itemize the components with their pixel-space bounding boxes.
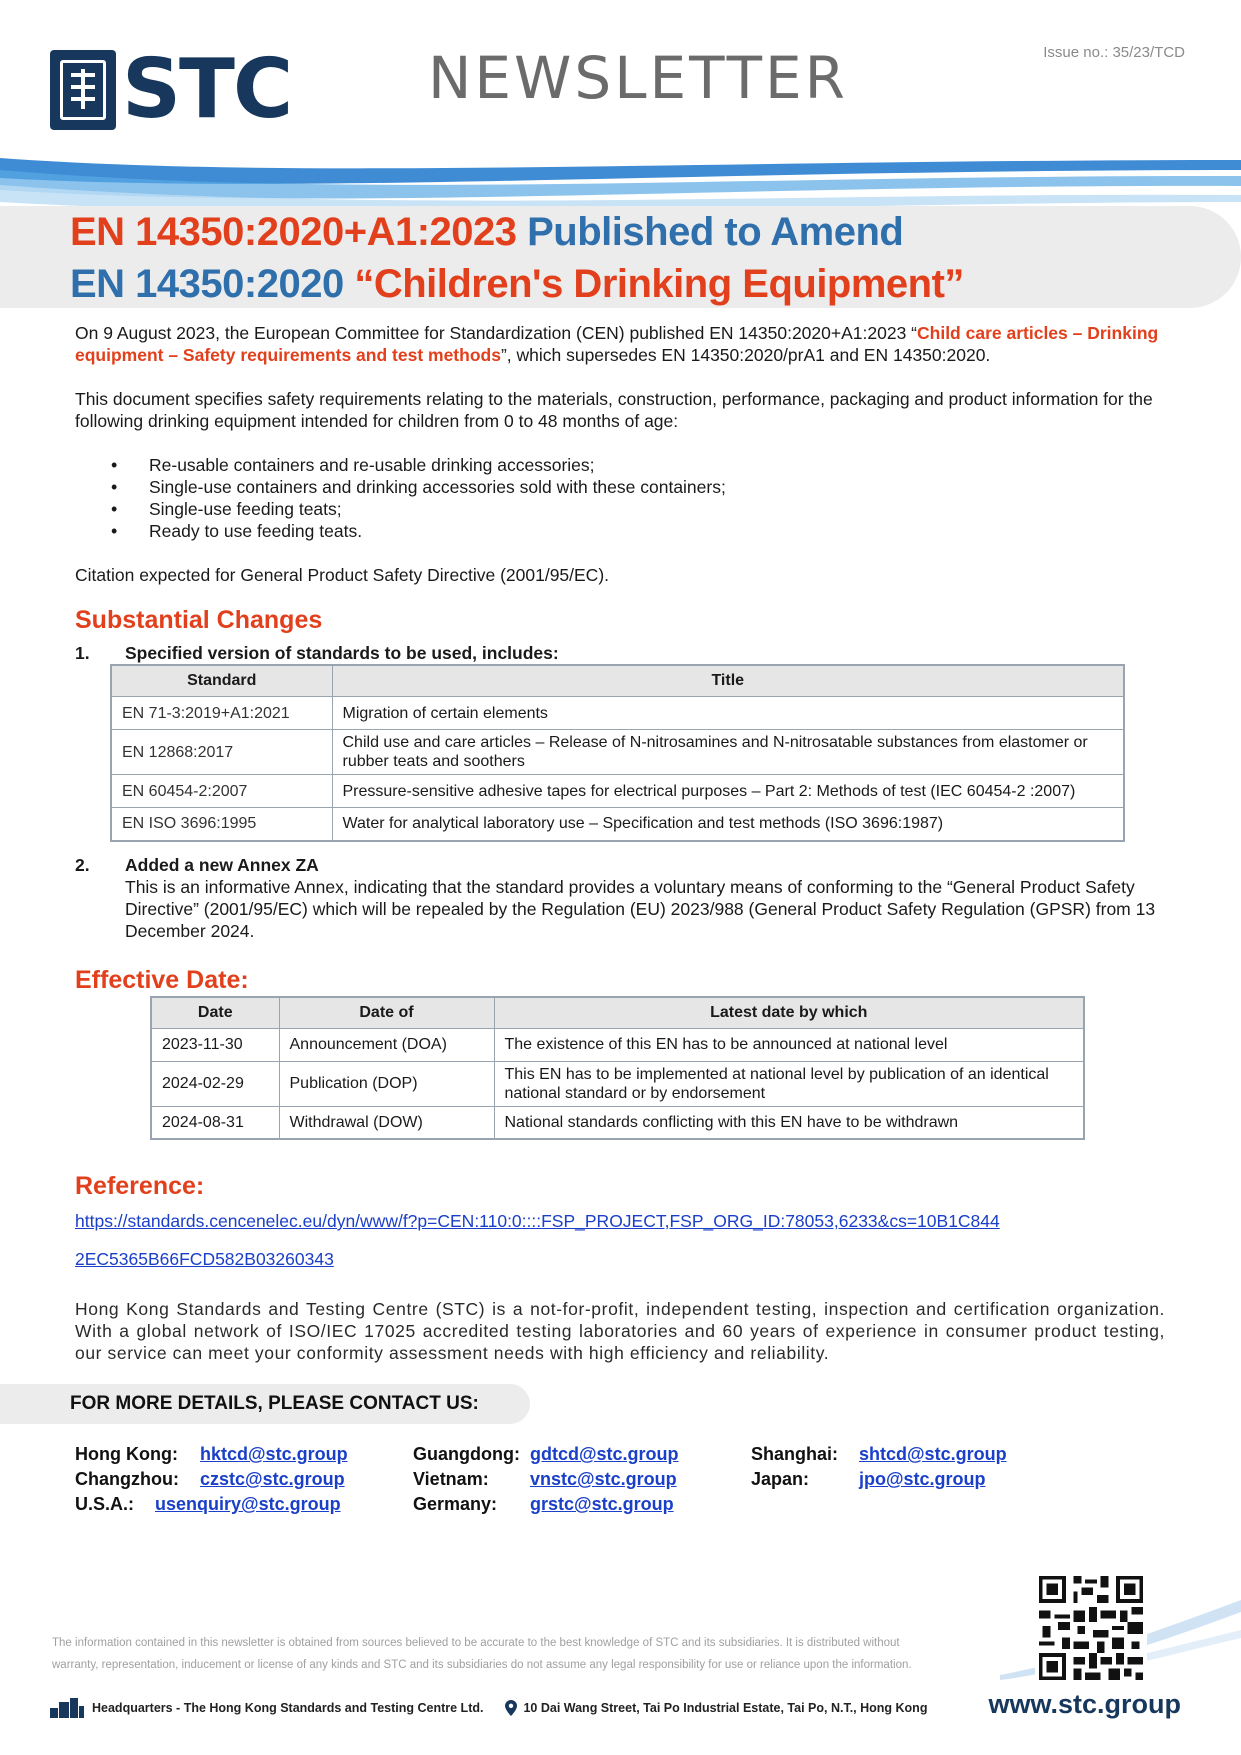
table-header: Standard	[111, 665, 332, 697]
email-link[interactable]: jpo@stc.group	[859, 1469, 986, 1489]
qr-code-icon[interactable]	[1035, 1572, 1147, 1684]
list-item: • Single-use containers and drinking accessories sold with these containers;	[111, 476, 1165, 498]
table-header: Date of	[279, 997, 494, 1029]
email-link[interactable]: gdtcd@stc.group	[530, 1444, 679, 1464]
reference-link-continued[interactable]: 2EC5365B66FCD582B03260343	[75, 1249, 334, 1269]
citation-text: Citation expected for General Product Safety Directive (2001/95/EC).	[75, 565, 610, 585]
email-link[interactable]: hktcd@stc.group	[200, 1444, 348, 1464]
issue-number: Issue no.: 35/23/TCD	[1043, 44, 1185, 61]
substantial-changes-heading: Substantial Changes	[75, 606, 323, 634]
disclaimer: The information contained in this newsletter is obtained from sources believed to be accurate to the best knowledge of STC and its subsidiaries. It is distributed without warranty, representation, inducement or license of any kinds and STC and its subsidiaries do not assume any legal responsibility for use or reliance upon the information.	[52, 1637, 912, 1671]
list-item: • Single-use feeding teats;	[111, 498, 1165, 520]
table-header: Date	[151, 997, 279, 1029]
stc-seal-icon	[50, 50, 116, 130]
table-row: 2023-11-30 Announcement (DOA) The existence of this EN has to be announced at national level	[151, 1028, 1084, 1061]
email-link[interactable]: vnstc@stc.group	[530, 1469, 677, 1489]
main-content	[75, 322, 1165, 1364]
table-row: EN 12868:2017 Child use and care articles – Release of N-nitrosamines and N-nitrosatable substances from elastomer or rubber teats and soothers	[111, 730, 1124, 775]
email-link[interactable]: shtcd@stc.group	[859, 1444, 1007, 1464]
table-row: EN ISO 3696:1995 Water for analytical laboratory use – Specification and test methods (ISO 3696:1987)	[111, 808, 1124, 841]
website-link[interactable]: www.stc.group	[988, 1689, 1181, 1719]
contact-list	[75, 1442, 1075, 1517]
contact-heading: FOR MORE DETAILS, PLEASE CONTACT US:	[70, 1393, 479, 1414]
newsletter-heading: NEWSLETTER	[428, 44, 848, 112]
table-row: EN 60454-2:2007 Pressure-sensitive adhesive tapes for electrical purposes – Part 2: Methods of test (IEC 60454-2 :2007)	[111, 775, 1124, 808]
list-item: • Ready to use feeding teats.	[111, 520, 1165, 542]
logo-text: STC	[122, 42, 292, 137]
page-title: EN 14350:2020+A1:2023 Published to Amend EN 14350:2020 “Children's Drinking Equipment”	[70, 210, 964, 306]
table-row: 2024-02-29 Publication (DOP) This EN has to be implemented at national level by publication of an identical national standard or by endorsement	[151, 1061, 1084, 1106]
table-row: 2024-08-31 Withdrawal (DOW) National standards conflicting with this EN have to be withdrawn	[151, 1106, 1084, 1139]
email-link[interactable]: czstc@stc.group	[200, 1469, 345, 1489]
reference-heading: Reference:	[75, 1172, 205, 1200]
change-item-1: 1. Specified version of standards to be used, includes:	[75, 643, 559, 663]
scope-paragraph: This document specifies safety requirements relating to the materials, construction, performance, packaging and product information for the following drinking equipment intended for children from 0 to 48 months of age:	[75, 389, 1153, 431]
intro-paragraph: On 9 August 2023, the European Committee for Standardization (CEN) published EN 14350:2020+A1:2023 “Child care articles – Drinking equipment – Safety requirements and test methods”, which supersedes EN 14350:2020/prA1 and EN 14350:2020.	[75, 323, 1159, 365]
reference-link[interactable]: https://standards.cencenelec.eu/dyn/www/f?p=CEN:110:0::::FSP_PROJECT,FSP_ORG_ID:78053,6233&cs=10B1C844	[75, 1211, 1000, 1231]
change-item-2: 2. Added a new Annex ZA This is an informative Annex, indicating that the standard provides a voluntary means of conforming to the “General Product Safety Directive” (2001/95/EC) which will be repealed by the Regulation (EU) 2023/988 (General Product Safety Regulation (GPSR) from 13 December 2024.	[75, 854, 1156, 941]
standards-table	[110, 664, 1125, 842]
effective-date-heading: Effective Date:	[75, 965, 249, 994]
headquarters-line: Headquarters - The Hong Kong Standards and Testing Centre Ltd. 10 Dai Wang Street, Tai Po Industrial Estate, Tai Po, N.T., Hong Kong	[50, 1694, 927, 1722]
location-pin-icon	[505, 1700, 517, 1716]
contact-row: Changzhou: czstc@stc.group Vietnam: vnstc@stc.group Japan: jpo@stc.group	[75, 1467, 1075, 1492]
list-item: • Re-usable containers and re-usable drinking accessories;	[111, 454, 1165, 476]
building-icon	[50, 1698, 84, 1718]
contact-row: Hong Kong: hktcd@stc.group Guangdong: gdtcd@stc.group Shanghai: shtcd@stc.group	[75, 1442, 1075, 1467]
about-stc-paragraph: Hong Kong Standards and Testing Centre (STC) is a not-for-profit, independent testing, inspection and certification organization. With a global network of ISO/IEC 17025 accredited testing laboratories and 60 years of experience in consumer product testing, our service can meet your conformity assessment needs with high efficiency and reliability.	[75, 1299, 1165, 1363]
scope-list	[111, 454, 1165, 542]
email-link[interactable]: grstc@stc.group	[530, 1494, 674, 1514]
effective-date-table	[150, 996, 1085, 1141]
table-header: Title	[332, 665, 1124, 697]
stc-logo	[50, 42, 292, 137]
table-header: Latest date by which	[494, 997, 1084, 1029]
table-row: EN 71-3:2019+A1:2021 Migration of certain elements	[111, 697, 1124, 730]
email-link[interactable]: usenquiry@stc.group	[155, 1494, 341, 1514]
contact-row: U.S.A.: usenquiry@stc.group Germany: grstc@stc.group	[75, 1492, 1075, 1517]
